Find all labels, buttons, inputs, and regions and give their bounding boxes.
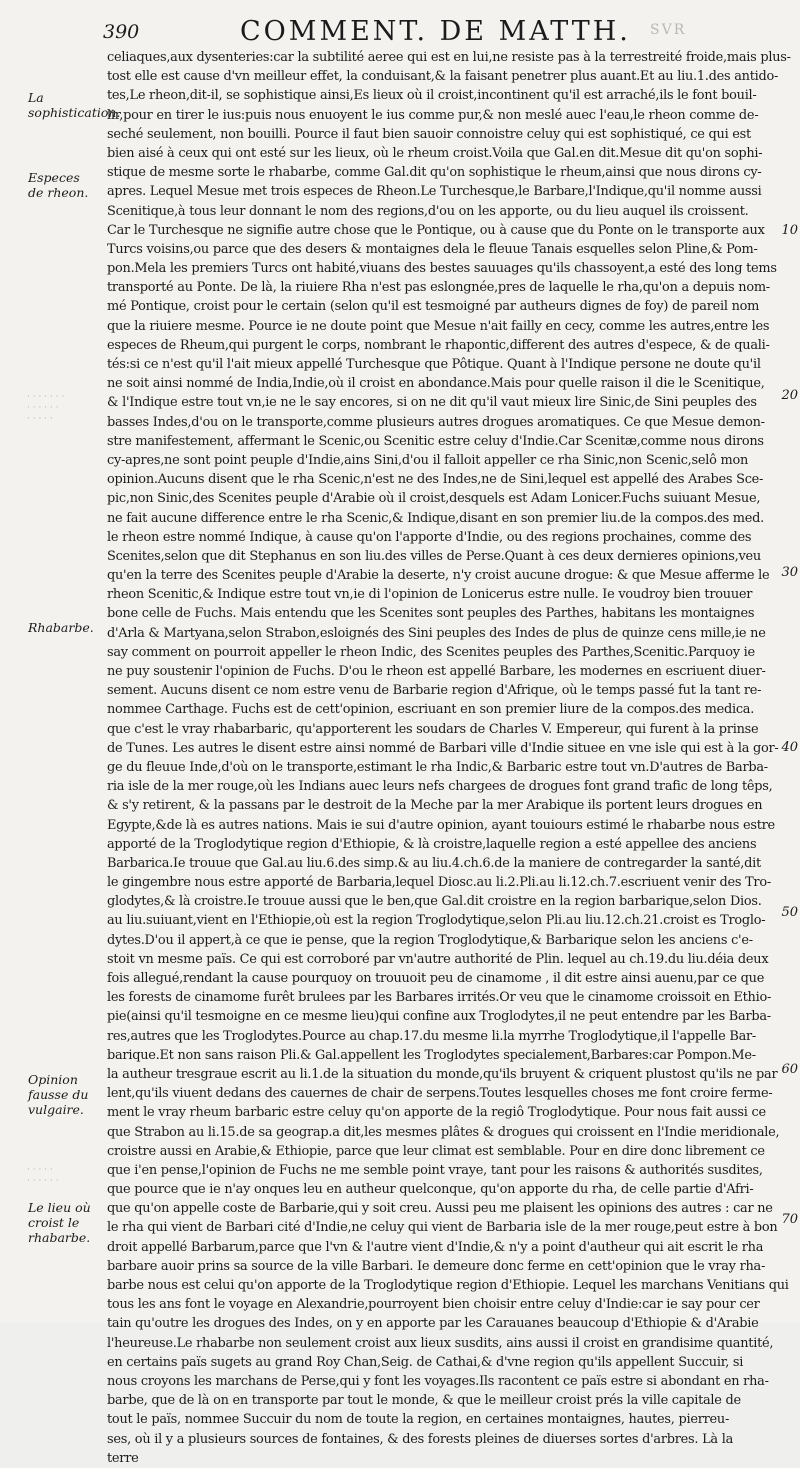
text-line: que Strabon au li.15.de sa geograp.a dit,les mesmes plâtes & drogues qui croissent en l'Indie meridionale, bbox=[107, 1124, 780, 1140]
text-line: res,autres que les Troglodytes.Pource au chap.17.du mesme li.la myrrhe Troglodytique,il l'appelle Bar- bbox=[107, 1028, 757, 1044]
margin-note-especes: Especes de rheon. bbox=[28, 170, 89, 200]
text-line: stre manifestement, affermant le Scenic,ou Scenitic estre celuy d'Indie.Car Scenitæ,comme nous dirons bbox=[107, 433, 764, 449]
text-line: ge du fleuue Inde,d'où on le transporte,estimant le rha Indic,& Barbaric estre tout vn.D'autres de Barba- bbox=[107, 759, 768, 775]
page-number: 390 bbox=[103, 21, 140, 43]
text-line: rheon Scenitic,& Indique estre tout vn,ie di l'opinion de Lonicerus estre nulle. Ie voudroy bien trouuer bbox=[107, 587, 753, 603]
text-line: que pource que ie n'ay onques leu en autheur quelconque, qu'on apporte du rha, de celle partie d'Afri- bbox=[107, 1182, 754, 1198]
text-line: l'heureuse.Le rhabarbe non seulement croist aux lieux susdits, ains aussi il croist en grandisime quantité, bbox=[107, 1335, 774, 1351]
text-line: tout le païs, nommee Succuir du nom de toute la region, en certaines montaignes, hautes, pierreu- bbox=[107, 1412, 730, 1428]
text-line: nous croyons les marchans de Perse,qui y font les voyages.Ils racontent ce païs estre si abondant en rha- bbox=[107, 1373, 769, 1389]
text-line: barbe nous est celui qu'on apporte de la Troglodytique region d'Ethiopie. Lequel les marchans Venitians qui bbox=[107, 1278, 789, 1293]
margin-note-sophistication: La sophistication. bbox=[28, 90, 121, 120]
text-line: Barbarica.Ie trouue que Gal.au liu.6.des simp.& au liu.4.ch.6.de la maniere de contregarder la santé,dit bbox=[107, 855, 761, 871]
text-line: glodytes,& là croistre.Ie trouue aussi que le ben,que Gal.dit croistre en la region barbarique,selon Dios. bbox=[107, 894, 762, 910]
text-line: celiaques,aux dysenteries:car la subtilité aeree qui est en lui,ne resiste pas à la terrestreité froide,mais plus- bbox=[107, 50, 791, 65]
text-line: mé Pontique, croist pour le certain (selon qu'il est tesmoigné par autheurs dignes de foy) de pareil nom bbox=[107, 299, 760, 315]
text-line: au liu.suiuant,vient en l'Ethiopie,où est la region Troglodytique,selon Pli.au liu.12.ch.21.croist es Troglo- bbox=[107, 913, 766, 929]
text-line: tes,Le rheon,dit-il, se sophistique ainsi,Es lieux où il croist,incontinent qu'il est arraché,ils le font bouil- bbox=[107, 88, 757, 104]
text-line: fois allegué,rendant la cause pourquoy on trouuoit peu de cinamome , il dit estre ainsi auenu,par ce que bbox=[107, 971, 765, 986]
line-number: 60 bbox=[781, 1062, 798, 1077]
line-number: 70 bbox=[781, 1212, 798, 1227]
text-line: tous les ans font le voyage en Alexandrie,pourroyent bien choisir entre celuy d'Indie:car ie say pour cer bbox=[107, 1297, 760, 1313]
text-line: apporté de la Troglodytique region d'Ethiopie, & là croistre,laquelle region a esté appellee des anciens bbox=[107, 836, 757, 852]
margin-note-rhabarbe: Rhabarbe. bbox=[28, 620, 94, 635]
text-line: que qu'on appelle coste de Barbarie,qui y soit creu. Aussi peu me plaisent les opinions des autres : car ne bbox=[107, 1201, 773, 1217]
text-line: dytes.D'ou il appert,à ce que ie pense, que la region Troglodytique,& Barbarique selon les anciens c'e- bbox=[107, 932, 753, 948]
text-line: especes de Rheum,qui purgent le corps, nombrant le rhapontic,different des autres d'espece, & de quali- bbox=[107, 337, 770, 353]
text-line: barbare auoir prins sa source de la ville Barbari. Ie demeure donc ferme en cett'opinion que le vray rha- bbox=[107, 1258, 766, 1274]
text-line: stique de mesme sorte le rhabarbe, comme Gal.dit qu'on sophistique le rheum,ainsi que nous dirons cy- bbox=[107, 165, 762, 181]
text-line: le gingembre nous estre apporté de Barbaria,lequel Diosc.au li.2.Pli.au li.12.ch.7.escriuent venir des Tro- bbox=[107, 875, 771, 891]
text-line: d'Arla & Martyana,selon Strabon,esloignés des Sini peuples des Indes de plus de quinze cens mille,ie ne bbox=[107, 625, 766, 641]
text-line: bone celle de Fuchs. Mais entendu que les Scenites sont peuples des Parthes, habitans les montaignes bbox=[107, 606, 755, 622]
text-line: tost elle est cause d'vn meilleur effet, la conduisant,& la faisant penetrer plus auant.Et au liu.1.des antido- bbox=[107, 69, 779, 85]
text-line: les forests de cinamome furêt brulees par les Barbares irrités.Or veu que le cinamome croissoit en Ethio- bbox=[107, 990, 772, 1006]
text-line: que i'en pense,l'opinion de Fuchs ne me semble point vraye, tant pour les raisons & authorités susdites, bbox=[107, 1162, 763, 1178]
text-line: bien aisé à ceux qui ont esté sur les lieux, où le rheum croist.Voila que Gal.en dit.Mesue dit qu'on sophi- bbox=[107, 145, 763, 161]
text-line: say comment on pourroit appeller le rheon Indic, des Scenites peuples des Parthes,Scenitic.Parquoy ie bbox=[107, 644, 755, 660]
running-head: COMMENT. DE MATTH. bbox=[240, 16, 631, 47]
text-line: qu'en la terre des Scenites peuple d'Arabie la deserte, n'y croist aucune drogue: & que Mesue afferme le bbox=[107, 568, 770, 584]
text-line: droit appellé Barbarum,parce que l'vn & l'autre vient d'Indie,& n'y a point d'autheur qui ait escrit le rha bbox=[107, 1239, 764, 1255]
margin-note-opinion: Opinion fausse du vulgaire. bbox=[28, 1072, 89, 1117]
text-line: Car le Turchesque ne signifie autre chose que le Pontique, ou à cause que du Ponte on le transporte aux bbox=[107, 222, 765, 238]
text-line: nommee Carthage. Fuchs est de cett'opinion, escriuant en son premier liure de la compos.des medica. bbox=[107, 702, 755, 718]
text-line: ment le vray rheum barbaric estre celuy qu'on apporte de la regiô Troglodytique. Pour nous fait aussi ce bbox=[107, 1105, 766, 1121]
text-line: que c'est le vray rhabarbaric, qu'apporterent les soudars de Charles V. Empereur, qui furent à la prinse bbox=[107, 721, 759, 737]
line-number: 10 bbox=[781, 223, 798, 238]
text-line: apres. Lequel Mesue met trois especes de Rheon.Le Turchesque,le Barbare,l'Indique,qu'il nomme aussi bbox=[107, 184, 762, 200]
text-line: & s'y retirent, & la passans par le destroit de la Meche par la mer Arabique ils portent leurs drogues en bbox=[107, 798, 763, 814]
text-line: ria isle de la mer rouge,où les Indians auec leurs nefs chargees de drogues font grand trafic de long têps, bbox=[107, 779, 773, 795]
text-line: le rheon estre nommé Indique, à cause qu'on l'apporte d'Indie, ou des regions prochaines, comme des bbox=[107, 529, 752, 545]
text-line: lir,pour en tirer le ius:puis nous enuoyent le ius comme pur,& non meslé auec l'eau,le rheon comme de- bbox=[107, 107, 759, 123]
text-line: barbe, que de là on en transporte par tout le monde, & que le meilleur croist prés la ville capitale de bbox=[107, 1393, 741, 1409]
text-line: lent,qu'ils viuent dedans des cauernes de chair de serpens.Toutes lesquelles choses me font croire ferme- bbox=[107, 1086, 773, 1102]
line-number: 20 bbox=[781, 388, 798, 403]
text-line: & l'Indique estre tout vn,ie ne le say encores, si on ne dit qu'il vaut mieux lire Sinic,de Sini peuples des bbox=[107, 395, 757, 411]
text-line: ses, où il y a plusieurs sources de fontaines, & des forests pleines de diuerses sortes d'arbres. Là la bbox=[107, 1431, 734, 1447]
text-line: tés:si ce n'est qu'il l'ait mieux appellé Turchesque que Pôtique. Quant à l'Indique persone ne doute qu'il bbox=[107, 357, 761, 372]
text-line: cy-apres,ne sont point peuple d'Indie,ains Sini,d'ou il falloit appeller ce rha Sinic,non Scenic,selô mon bbox=[107, 452, 749, 468]
text-line: barique.Et non sans raison Pli.& Gal.appellent les Troglodytes specialement,Barbares:car Pompon.Me- bbox=[107, 1047, 756, 1063]
text-line: seché seulement, non bouilli. Pource il faut bien sauoir connoistre celuy qui est sophistiqué, ce qui est bbox=[107, 126, 751, 142]
line-number: 50 bbox=[781, 905, 798, 920]
text-line: la autheur tresgraue escrit au li.1.de la situation du monde,qu'ils bruyent & criquent plustost qu'ils ne par bbox=[107, 1066, 778, 1082]
text-line: pie(ainsi qu'il tesmoigne en ce mesme lieu)qui confine aux Troglodytes,il ne peut entendre par les Barba- bbox=[107, 1009, 771, 1025]
text-line: le rha qui vient de Barbari cité d'Indie,ne celuy qui vient de Barbaria isle de la mer rouge,peut estre à bon bbox=[107, 1220, 778, 1236]
margin-note-lieu: Le lieu où croist le rhabarbe. bbox=[28, 1200, 91, 1245]
text-line: que la riuiere mesme. Pource ie ne doute point que Mesue n'ait failly en cecy, comme les autres,entre les bbox=[107, 318, 770, 334]
text-line: de Tunes. Les autres le disent estre ainsi nommé de Barbari ville d'Indie situee en vne isle qui est à la gor- bbox=[107, 740, 779, 756]
text-line: croistre aussi en Arabie,& Ethiopie, parce que leur climat est semblable. Pour en dire donc librement ce bbox=[107, 1143, 765, 1159]
text-line: tain qu'outre les drogues des Indes, on y en apporte par les Carauanes beaucoup d'Ethiopie & d'Arabie bbox=[107, 1316, 759, 1332]
line-number: 40 bbox=[781, 740, 798, 755]
text-line: ne puy soustenir l'opinion de Fuchs. D'ou le rheon est appellé Barbare, les modernes en escriuent diuer- bbox=[107, 664, 766, 679]
text-line: ne fait aucune difference entre le rha Scenic,& Indique,disant en son premier liu.de la compos.des med. bbox=[107, 510, 764, 526]
text-line: pon.Mela les premiers Turcs ont habité,viuans des bestes sauuages qu'ils chassoyent,a esté des long tems bbox=[107, 261, 777, 277]
text-line: transporté au Ponte. De là, la riuiere Rha n'est pas eslongnée,pres de laquelle le rha,qu'on a depuis nom- bbox=[107, 280, 770, 296]
text-line: Scenitique,à tous leur donnant le nom des regions,d'ou on les apporte, ou du lieu auquel ils croissent. bbox=[107, 203, 749, 219]
text-line: ne soit ainsi nommé de India,Indie,où il croist en abondance.Mais pour quelle raison il die le Scenitique, bbox=[107, 376, 765, 392]
text-line: pic,non Sinic,des Scenites peuple d'Arabie où il croist,desquels est Adam Lonicer.Fuchs suiuant Mesue, bbox=[107, 491, 761, 507]
text-line: en certains païs sugets au grand Roy Chan,Seig. de Cathai,& d'vne region qu'ils appellent Succuir, si bbox=[107, 1354, 744, 1370]
text-line: Turcs voisins,ou parce que des desers & montaignes dela le fleuue Tanais esquelles selon Pline,& Pom- bbox=[107, 241, 758, 257]
text-line: stoit vn mesme païs. Ce qui est corroboré par vn'autre authorité de Plin. lequel au ch.19.du liu.déia deux bbox=[107, 951, 769, 967]
bleed-through-note: · · · · · · · · · · · · · · · · · · bbox=[27, 392, 65, 424]
text-line: sement. Aucuns disent ce nom estre venu de Barbarie region d'Afrique, où le temps passé fut la tant re- bbox=[107, 683, 762, 699]
text-line: Egypte,&de là es autres nations. Mais ie sui d'autre opinion, ayant touiours estimé le rhabarbe nous estre bbox=[107, 817, 775, 833]
line-number: 30 bbox=[781, 565, 798, 580]
text-line: terre bbox=[107, 1450, 139, 1466]
text-line: Scenites,selon que dit Stephanus en son liu.des villes de Perse.Quant à ces deux dernieres opinions,veu bbox=[107, 548, 761, 564]
text-line: opinion.Aucuns disent que le rha Scenic,n'est ne des Indes,ne de Sini,lequel est appellé des Arabes Sce- bbox=[107, 472, 764, 488]
bleed-through-note: · · · · · · · · · · · bbox=[27, 1165, 59, 1186]
bleed-through-text: SVR bbox=[650, 22, 687, 38]
text-line: basses Indes,d'ou on le transporte,comme plusieurs autres drogues aromatiques. Ce que Mesue demon- bbox=[107, 414, 765, 430]
